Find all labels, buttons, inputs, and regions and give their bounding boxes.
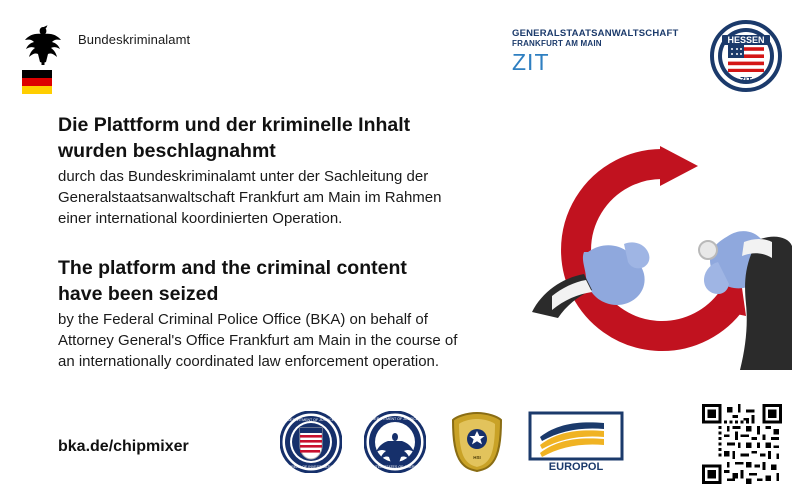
- qr-code[interactable]: [702, 404, 782, 484]
- federal-eagle-icon: [22, 22, 64, 66]
- svg-text:DEPARTMENT OF JUSTICE: DEPARTMENT OF JUSTICE: [371, 416, 419, 421]
- german-headline-line2: wurden beschlagnahmt: [58, 140, 276, 162]
- svg-text:HSI: HSI: [473, 454, 481, 460]
- seized-coin-hands-illustration: [532, 140, 792, 370]
- german-body-line2: Generalstaatsanwaltschaft Frankfurt am Main im Rahmen: [58, 189, 442, 206]
- svg-text:DEPARTMENT OF JUSTICE: DEPARTMENT OF JUSTICE: [287, 417, 335, 422]
- english-block: [58, 255, 528, 372]
- svg-text:ZIT: ZIT: [740, 76, 752, 85]
- zit-wordmark: ZIT: [512, 49, 550, 75]
- flag-stripe-gold: [22, 86, 52, 94]
- doj-seal: [364, 411, 426, 478]
- svg-text:UNITED STATES OF AMERICA: UNITED STATES OF AMERICA: [369, 464, 421, 469]
- english-body-line3: an internationally coordinated law enforcement operation.: [58, 353, 440, 370]
- flag-stripe-black: [22, 70, 52, 78]
- bka-logo: [22, 22, 190, 66]
- bka-wordmark: Bundeskriminalamt: [78, 32, 191, 47]
- hsi-badge: [448, 411, 506, 478]
- svg-text:HESSEN: HESSEN: [727, 35, 765, 45]
- english-headline-line2: have been seized: [58, 283, 219, 305]
- flag-stripe-red: [22, 78, 52, 86]
- europol-logo: [528, 411, 624, 478]
- english-body-line2: Attorney General's Office Frankfurt am Main in the course of: [58, 332, 458, 349]
- german-flag-bar: [22, 70, 52, 94]
- hessen-seal-icon: [710, 20, 782, 92]
- prosecutor-office-line2: FRANKFURT AM MAIN: [512, 39, 602, 48]
- site-url[interactable]: bka.de/chipmixer: [58, 438, 189, 455]
- english-headline: [58, 255, 528, 307]
- german-headline-line1: Die Plattform und der kriminelle Inhalt: [58, 114, 411, 136]
- svg-text:BUREAU OF INVESTIGATION: BUREAU OF INVESTIGATION: [286, 464, 336, 469]
- german-body: [58, 166, 528, 229]
- coin-icon: [699, 241, 717, 259]
- german-body-line3: einer international koordinierten Operation.: [58, 210, 343, 227]
- agency-seals: [280, 404, 624, 484]
- seizure-notice: [58, 112, 528, 372]
- german-body-line1: durch das Bundeskriminalamt unter der Sachleitung der: [58, 168, 429, 185]
- prosecutor-office-wordmark: [512, 28, 692, 75]
- prosecutor-office-line1: GENERALSTAATSANWALTSCHAFT: [512, 28, 679, 39]
- english-headline-line1: The platform and the criminal content: [58, 257, 407, 279]
- english-body-line1: by the Federal Criminal Police Office (BKA) on behalf of: [58, 311, 428, 328]
- europol-wordmark: EUROPOL: [548, 460, 604, 473]
- fbi-seal: [280, 411, 342, 478]
- header: [0, 0, 800, 105]
- german-block: [58, 112, 528, 229]
- english-body: [58, 309, 528, 372]
- german-headline: [58, 112, 528, 164]
